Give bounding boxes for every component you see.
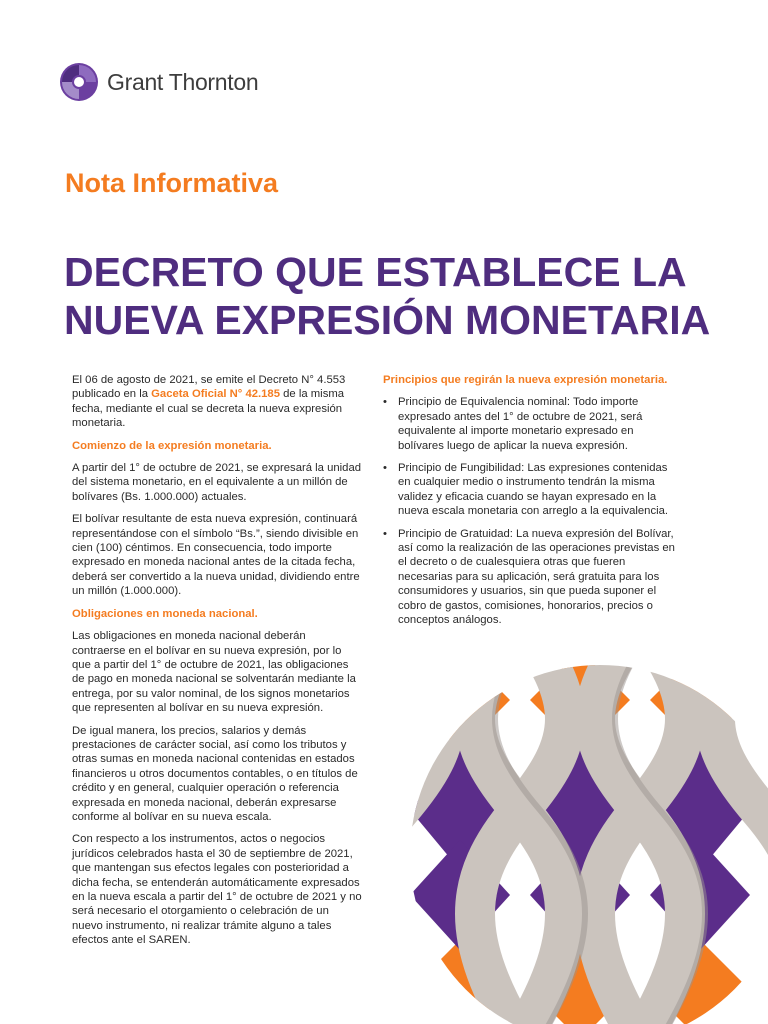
list-item: • Principio de Gratuidad: La nueva expresión del Bolívar, así como la realización de las operaciones previstas en el decreto o de cualesquiera otras que fueren necesarias para su aplicación, será gratuita para los consumidores y usuarios, sin que pueda suponer el cobro de gastos, comisiones, honorarios, precios o conceptos análogos. [383, 527, 678, 628]
paragraph: A partir del 1° de octubre de 2021, se expresará la unidad del sistema monetario, en el equivalente a un millón de bolívares (Bs. 1.000.000) actuales. [72, 462, 362, 503]
right-column [383, 373, 678, 636]
intro-after: de la misma fecha, mediante el cual se decreta la nueva expresión monetaria. [72, 388, 345, 430]
section-heading: Obligaciones en moneda nacional. [72, 607, 258, 620]
section-heading: Principios que regirán la nueva expresión monetaria. [383, 374, 668, 386]
gaceta-link[interactable]: Gaceta Oficial N° 42.185 [151, 388, 280, 401]
brand-logo [59, 61, 258, 103]
title-line-1: DECRETO QUE ESTABLECE LA [64, 249, 687, 295]
intro-paragraph [72, 373, 362, 431]
kicker: Nota Informativa [65, 168, 279, 198]
title-line-2: NUEVA EXPRESIÓN MONETARIA [64, 297, 711, 343]
grant-thornton-swirl-icon [59, 61, 99, 103]
list-item: • Principio de Equivalencia nominal: Todo importe expresado antes del 1° de octubre de 2021, será equivalente al importe monetario expresado en bolívares luego de aplicar la nueva expresión. [383, 395, 678, 453]
page-title [64, 248, 754, 344]
brand-name: Grant Thornton [107, 68, 259, 95]
section-heading: Comienzo de la expresión monetaria. [72, 439, 272, 452]
intro-before: El 06 de agosto de 2021, se emite el Decreto N° 4.553 publicado en la [72, 374, 346, 401]
decorative-weave-graphic [400, 640, 768, 1024]
paragraph: Con respecto a los instrumentos, actos o negocios jurídicos celebrados hasta el 30 de septiembre de 2021, que mantengan sus efectos legales con posterioridad a dicha fecha, se entenderán automáticamente expresados en la nueva escala a partir del 1° de octubre de 2021 y no será necesario el otorgamiento o celebración de un nuevo instrumento, ni realizar trámite alguno a tales efectos ante el SAREN. [72, 833, 362, 947]
list-item: • Principio de Fungibilidad: Las expresiones contenidas en cualquier medio o instrumento tendrán la misma validez y eficacia cuando se hayan expresado en la nueva escala monetaria con arreglo a la equivalencia. [383, 461, 678, 519]
paragraph: De igual manera, los precios, salarios y demás prestaciones de carácter social, así como los tributos y otras sumas en moneda nacional contenidas en estados financieros u otros documentos contables, o en títulos de crédito y en general, cualquier operación o referencia expresada en moneda nacional, deberán expresarse conforme al bolívar en su nueva escala. [72, 724, 358, 823]
principles-list [383, 395, 678, 627]
paragraph: Las obligaciones en moneda nacional deberán contraerse en el bolívar en su nueva expresión, por lo que a partir del 1° de octubre de 2021, las obligaciones de pago en moneda nacional se solventarán mediante la entrega, por su valor nominal, de los signos monetarios que representen al bolívar en su nueva expresión. [72, 630, 356, 715]
left-column [72, 373, 362, 956]
paragraph: El bolívar resultante de esta nueva expresión, continuará representándose con el símbolo “Bs.”, siendo divisible en cien (100) céntimos. En consecuencia, todo importe expresado en moneda nacional antes de la citada fecha, deberá ser convertido a la nueva unidad, dividiendo entre un millón (1.000.000). [72, 513, 360, 598]
